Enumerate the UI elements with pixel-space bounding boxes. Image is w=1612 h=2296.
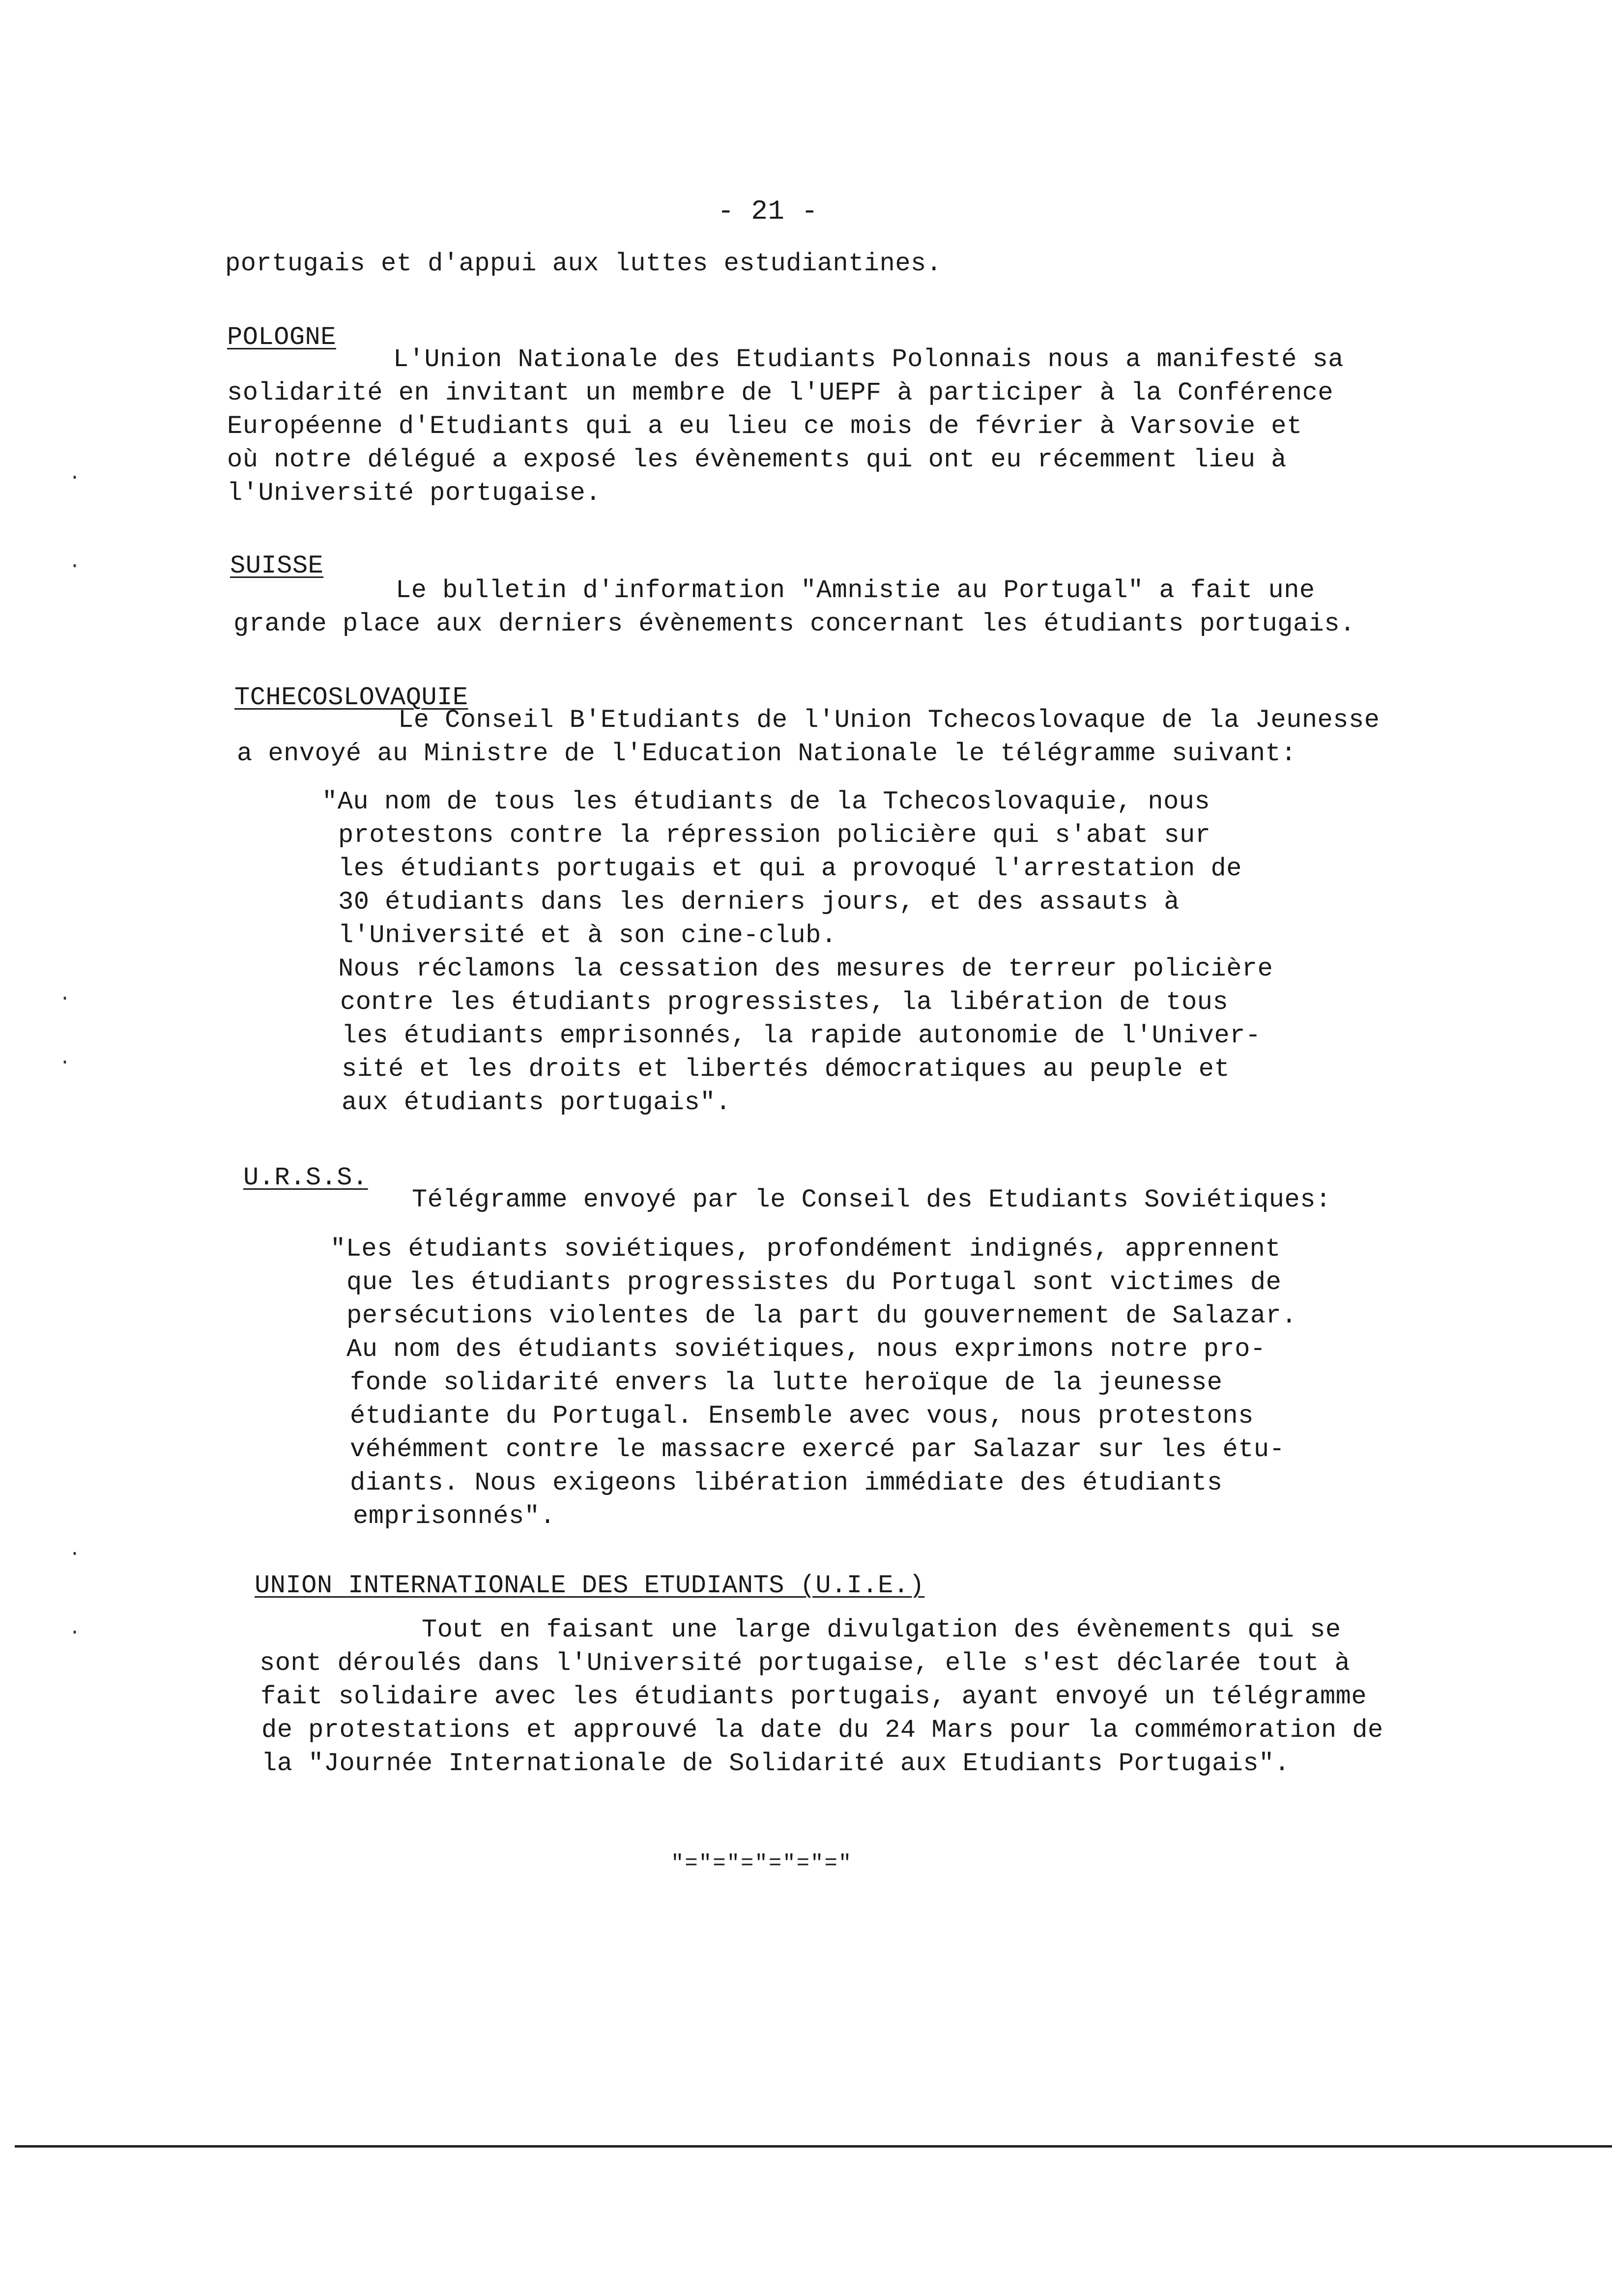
quote-line: diants. Nous exigeons libération immédiate des étudiants [350,1468,1223,1497]
bottom-rule [15,2145,1612,2148]
section-heading-suisse: SUISSE [230,551,324,580]
text-line: Tout en faisant une large divulgation des évènements qui se [422,1615,1341,1644]
quote-line: "Les étudiants soviétiques, profondément indignés, apprennent [330,1234,1281,1263]
text-line: Le Conseil B'Etudiants de l'Union Tchecoslovaque de la Jeunesse [398,706,1380,735]
text-line: Télégramme envoyé par le Conseil des Etudiants Soviétiques: [412,1185,1331,1214]
quote-line: protestons contre la répression policière qui s'abat sur [338,821,1211,850]
text-line: la "Journée Internationale de Solidarité aux Etudiants Portugais". [261,1749,1290,1778]
section-heading-tchecoslovaquie: TCHECOSLOVAQUIE [234,683,468,712]
quote-line: 30 étudiants dans les derniers jours, et des assauts à [338,888,1180,917]
section-heading-uie: UNION INTERNATIONALE DES ETUDIANTS (U.I.E.) [255,1571,925,1600]
margin-scan-mark: · [59,1052,71,1074]
text-line: solidarité en invitant un membre de l'UEPF à participer à la Conférence [227,378,1334,407]
quote-line: que les étudiants progressistes du Portugal sont victimes de [346,1268,1282,1297]
quote-line: les étudiants emprisonnés, la rapide autonomie de l'Univer- [342,1021,1261,1050]
section-heading-pologne: POLOGNE [227,323,336,352]
text-line: L'Union Nationale des Etudiants Polonnais nous a manifesté sa [393,345,1344,374]
page-number: - 21 - [718,196,818,227]
quote-line: véhémment contre le massacre exercé par Salazar sur les étu- [350,1435,1285,1464]
section-separator: "="="="="="=" [671,1851,853,1876]
text-line: portugais et d'appui aux luttes estudiantines. [225,249,942,278]
text-line: de protestations et approuvé la date du 24 Mars pour la commémoration de [261,1716,1383,1745]
margin-scan-mark: · [69,467,81,489]
quote-line: fonde solidarité envers la lutte heroïque de la jeunesse [350,1368,1223,1397]
margin-scan-mark: · [69,1543,81,1565]
quote-line: sité et les droits et libertés démocratiques au peuple et [342,1055,1230,1084]
margin-scan-mark: · [59,988,71,1010]
quote-line: étudiante du Portugal. Ensemble avec vous, nous protestons [350,1402,1254,1431]
margin-scan-mark: · [69,555,81,577]
quote-line: Nous réclamons la cessation des mesures de terreur policière [338,954,1273,983]
quote-line: persécutions violentes de la part du gouvernement de Salazar. [346,1301,1297,1330]
text-line: sont déroulés dans l'Université portugaise, elle s'est déclarée tout à [259,1649,1351,1678]
quote-line: les étudiants portugais et qui a provoqué l'arrestation de [338,854,1242,883]
quote-line: emprisonnés". [353,1502,556,1531]
section-heading-urss: U.R.S.S. [243,1163,368,1192]
text-line: Le bulletin d'information "Amnistie au Portugal" a fait une [396,576,1315,605]
text-line: Européenne d'Etudiants qui a eu lieu ce mois de février à Varsovie et [227,412,1302,441]
quote-line: l'Université et à son cine-club. [338,921,837,950]
text-line: où notre délégué a exposé les évènements qui ont eu récemment lieu à [227,445,1287,474]
text-line: a envoyé au Ministre de l'Education Nationale le télégramme suivant: [237,739,1296,768]
quote-line: Au nom des étudiants soviétiques, nous exprimons notre pro- [346,1335,1266,1364]
quote-line: aux étudiants portugais". [342,1088,731,1117]
text-line: l'Université portugaise. [227,479,601,508]
text-line: fait solidaire avec les étudiants portugais, ayant envoyé un télégramme [260,1682,1367,1711]
margin-scan-mark: · [69,1622,81,1644]
quote-line: contre les étudiants progressistes, la libération de tous [340,988,1229,1017]
text-line: grande place aux derniers évènements concernant les étudiants portugais. [233,609,1355,638]
quote-line: "Au nom de tous les étudiants de la Tchecoslovaquie, nous [322,787,1210,816]
